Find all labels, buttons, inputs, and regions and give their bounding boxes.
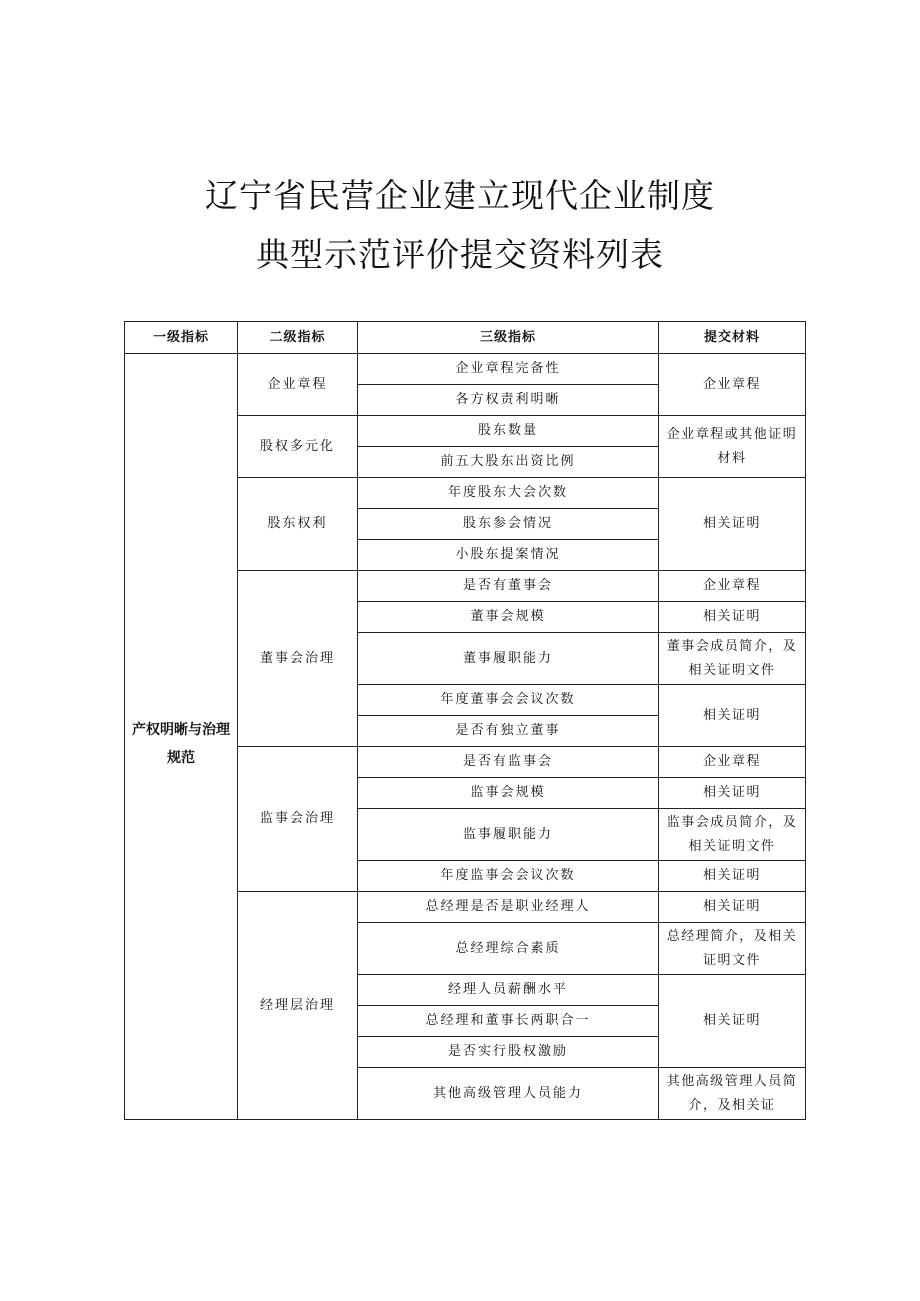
submitted-material: 相关证明 — [659, 602, 806, 633]
submitted-material: 董事会成员简介，及相关证明文件 — [659, 633, 806, 685]
submitted-material: 相关证明 — [659, 478, 806, 571]
level3-indicator: 年度董事会会议次数 — [358, 685, 659, 716]
submitted-material: 总经理简介，及相关证明文件 — [659, 923, 806, 975]
level3-indicator: 其他高级管理人员能力 — [358, 1068, 659, 1120]
level3-indicator: 是否实行股权激励 — [358, 1037, 659, 1068]
level2-indicator: 股权多元化 — [238, 416, 358, 478]
header-level2: 二级指标 — [238, 322, 358, 354]
header-level1: 一级指标 — [125, 322, 238, 354]
submitted-material: 相关证明 — [659, 892, 806, 923]
table-row — [125, 354, 806, 385]
level2-indicator: 企业章程 — [238, 354, 358, 416]
header-materials: 提交材料 — [659, 322, 806, 354]
level2-indicator: 董事会治理 — [238, 571, 358, 747]
level3-indicator: 董事会规模 — [358, 602, 659, 633]
level3-indicator: 董事履职能力 — [358, 633, 659, 685]
submitted-material: 企业章程 — [659, 747, 806, 778]
materials-table — [124, 321, 806, 1120]
level2-indicator: 股东权利 — [238, 478, 358, 571]
submitted-material: 其他高级管理人员简介，及相关证 — [659, 1068, 806, 1120]
level3-indicator: 前五大股东出资比例 — [358, 447, 659, 478]
table-header-row — [125, 322, 806, 354]
level3-indicator: 总经理是否是职业经理人 — [358, 892, 659, 923]
document-title-line2: 典型示范评价提交资料列表 — [256, 235, 664, 274]
level3-indicator: 企业章程完备性 — [358, 354, 659, 385]
level3-indicator: 是否有监事会 — [358, 747, 659, 778]
submitted-material: 企业章程或其他证明材料 — [659, 416, 806, 478]
level3-indicator: 经理人员薪酬水平 — [358, 975, 659, 1006]
level2-indicator: 监事会治理 — [238, 747, 358, 892]
submitted-material: 相关证明 — [659, 861, 806, 892]
submitted-material: 企业章程 — [659, 571, 806, 602]
level3-indicator: 股东数量 — [358, 416, 659, 447]
submitted-material: 相关证明 — [659, 975, 806, 1068]
level3-indicator: 是否有独立董事 — [358, 716, 659, 747]
level1-indicator: 产权明晰与治理规范 — [125, 354, 238, 1120]
level3-indicator: 总经理和董事长两职合一 — [358, 1006, 659, 1037]
submitted-material: 相关证明 — [659, 685, 806, 747]
level3-indicator: 监事履职能力 — [358, 809, 659, 861]
document-title-line1: 辽宁省民营企业建立现代企业制度 — [205, 176, 715, 215]
submitted-material: 监事会成员简介，及相关证明文件 — [659, 809, 806, 861]
level3-indicator: 年度监事会会议次数 — [358, 861, 659, 892]
level3-indicator: 股东参会情况 — [358, 509, 659, 540]
level3-indicator: 小股东提案情况 — [358, 540, 659, 571]
level3-indicator: 总经理综合素质 — [358, 923, 659, 975]
level2-indicator: 经理层治理 — [238, 892, 358, 1120]
submitted-material: 企业章程 — [659, 354, 806, 416]
header-level3: 三级指标 — [358, 322, 659, 354]
submitted-material: 相关证明 — [659, 778, 806, 809]
level3-indicator: 年度股东大会次数 — [358, 478, 659, 509]
level3-indicator: 是否有董事会 — [358, 571, 659, 602]
level3-indicator: 各方权责利明晰 — [358, 385, 659, 416]
level3-indicator: 监事会规模 — [358, 778, 659, 809]
